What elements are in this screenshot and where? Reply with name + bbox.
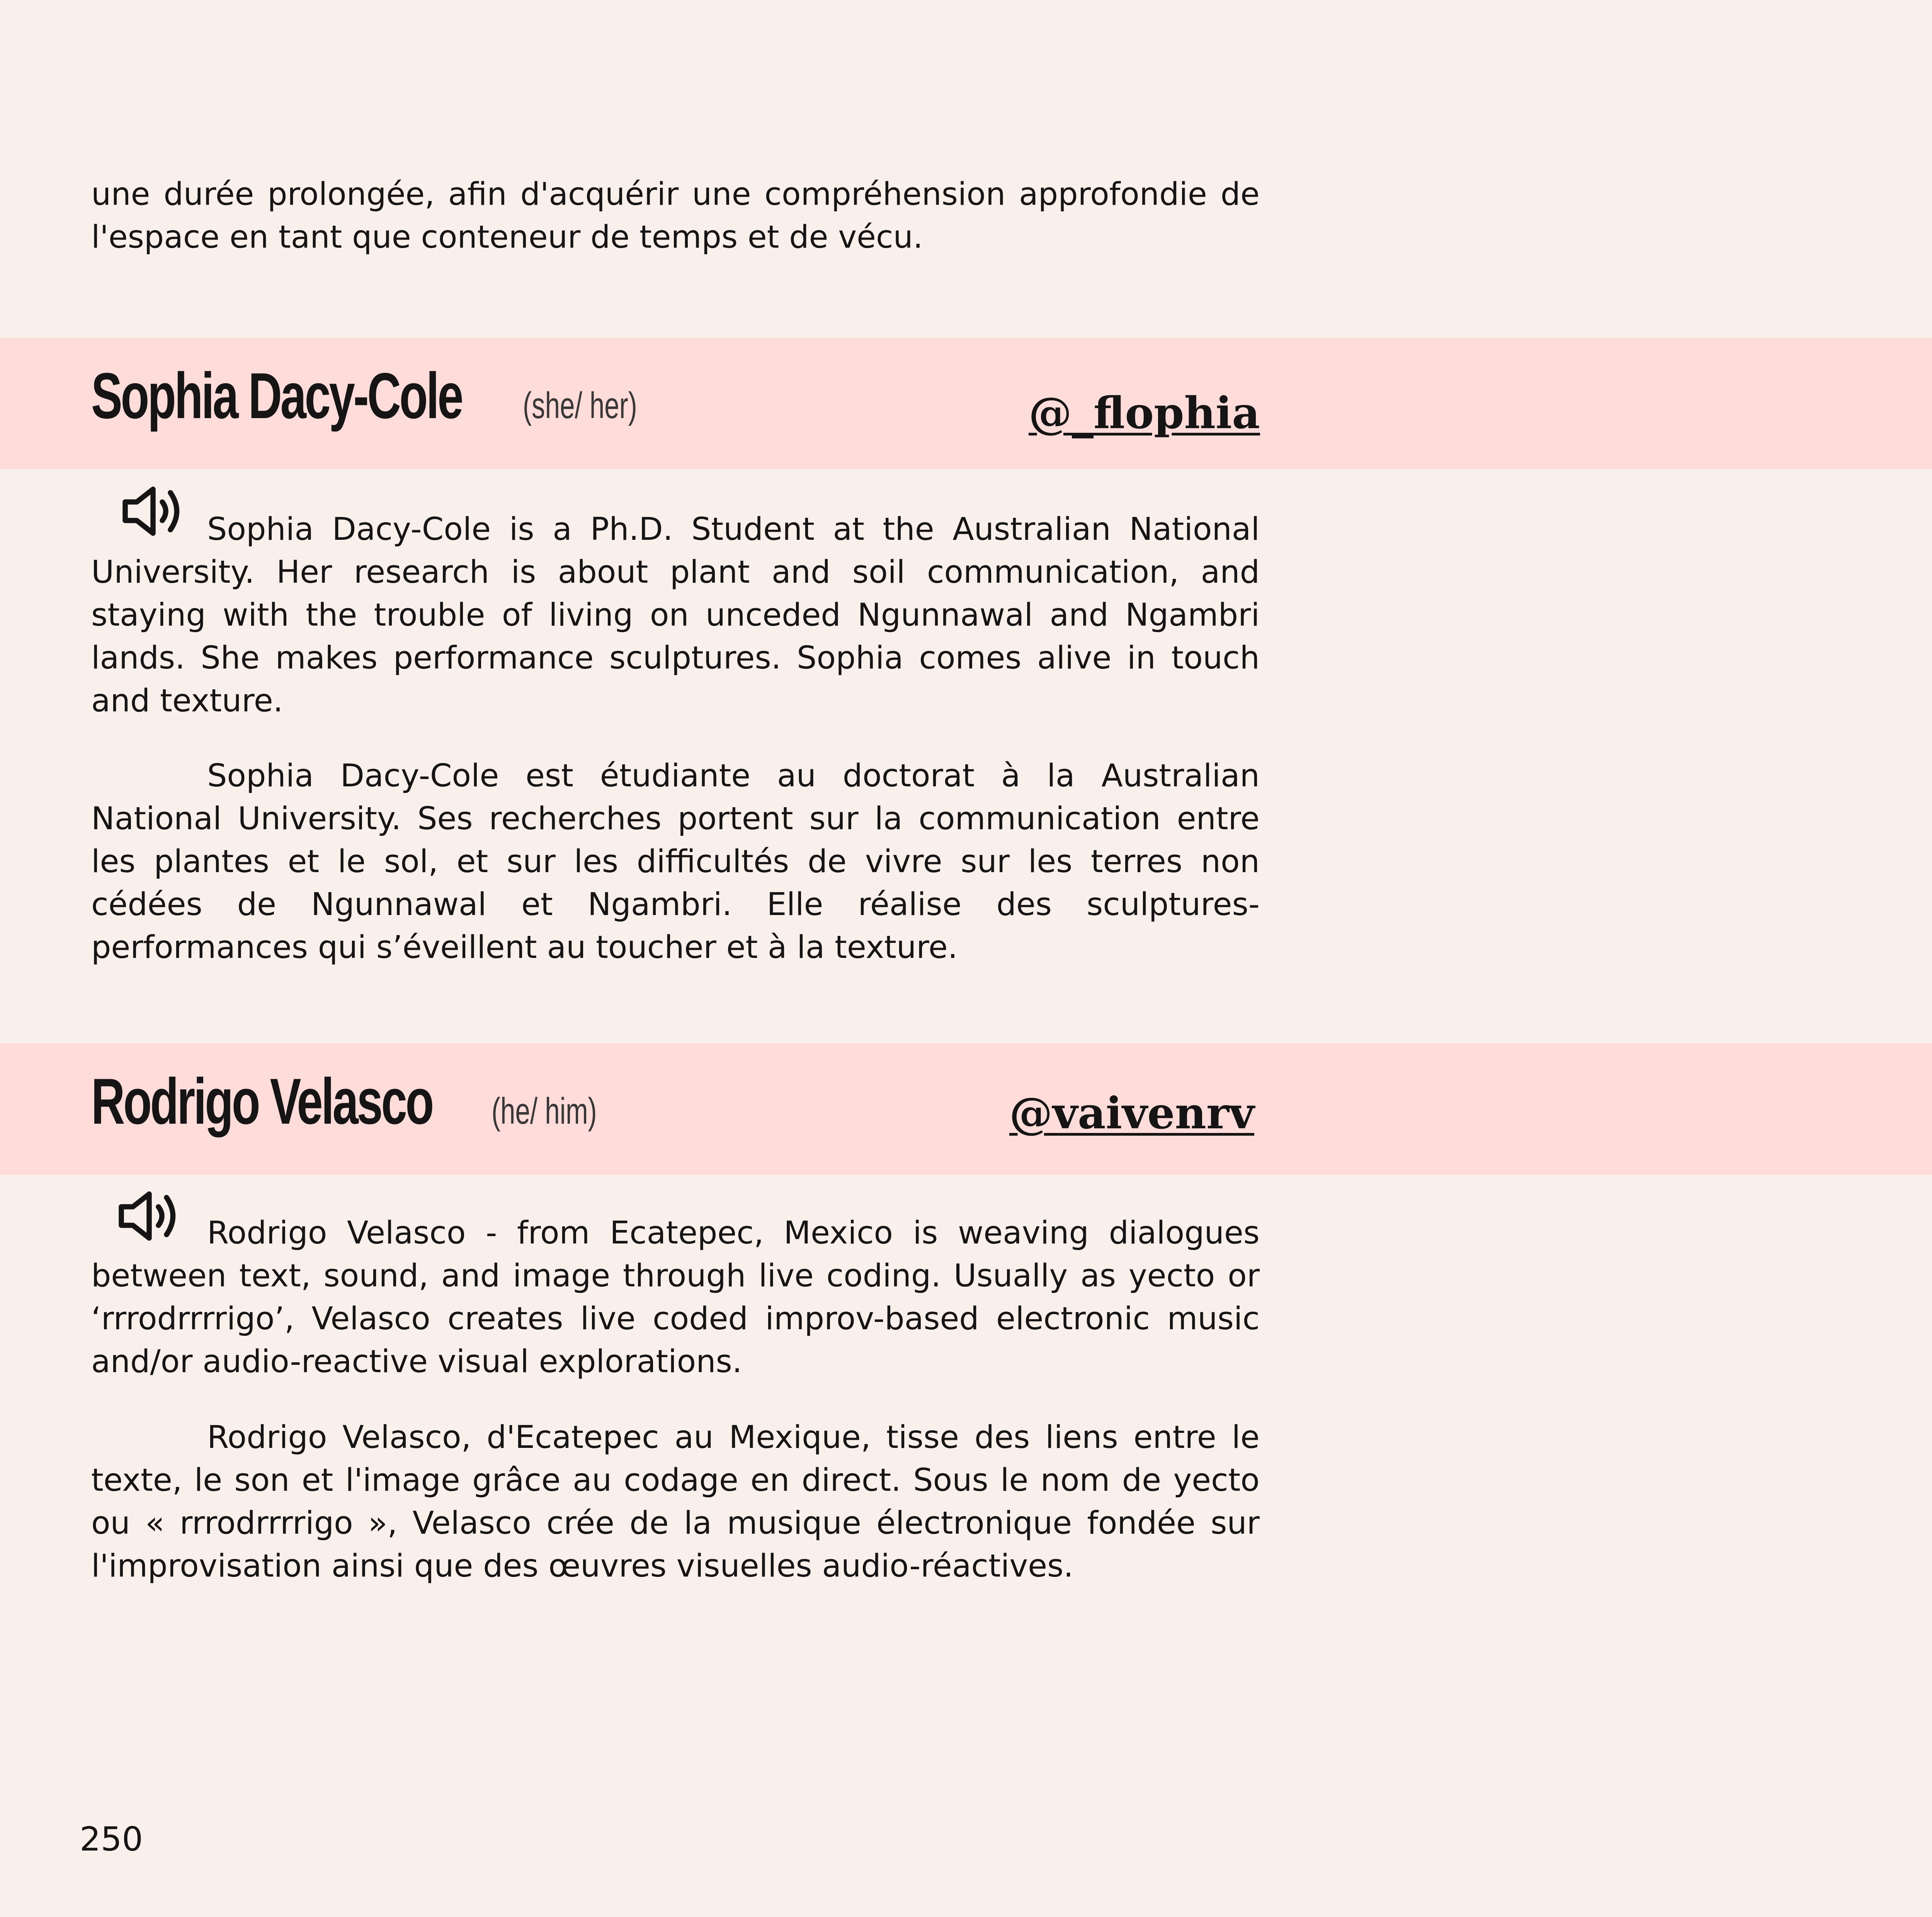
name-line-rodrigo: [91, 1064, 638, 1139]
social-handle-link[interactable]: @_flophia: [1029, 388, 1260, 439]
bio-french: Rodrigo Velasco, d'Ecatepec au Mexique, tisse des liens entre le texte, le son et l'image grâce au codage en direct. Sous le nom de yecto ou « rrrodrrrrigo », Velasco crée de la musique électronique fondée sur l'improvisation ainsi que des œuvres visuelles audio-réactives.: [91, 1419, 1260, 1584]
name-line-sophia: [91, 359, 682, 433]
bio-english: Rodrigo Velasco - from Ecatepec, Mexico is weaving dialogues between text, sound, and image through live coding. Usually as yecto or ‘rrrodrrrrigo’, Velasco creates live coded improv-based electronic music and/or audio-reactive visual explorations.: [91, 1215, 1260, 1380]
page-number-left: 250: [80, 1820, 143, 1859]
social-handle-link[interactable]: @vaivenrv: [1009, 1088, 1255, 1139]
pronouns: (he/ him): [492, 1090, 597, 1132]
bio-english: Sophia Dacy-Cole is a Ph.D. Student at the Australian National University. Her research is about plant and soil communication, and staying with the trouble of living on unceded Ngunnawal and Ngambri lands. She makes performance sculptures. Sophia comes alive in touch and texture.: [91, 511, 1260, 719]
intro-paragraph: une durée prolongée, afin d'acquérir une compréhension approfondie de l'espace en tant que conteneur de temps et de vécu.: [91, 176, 1260, 255]
person-name: Sophia Dacy-Cole: [91, 359, 462, 432]
person-name: Rodrigo Velasco: [91, 1065, 432, 1138]
bio-french: Sophia Dacy-Cole est étudiante au doctorat à la Australian National University. Ses recherches portent sur la communication entre les plantes et le sol, et sur les difficultés de vivre sur les terres non cédées de Ngunnawal et Ngambri. Elle réalise des sculptures-performances qui s’éveillent au toucher et à la texture.: [91, 758, 1260, 966]
pronouns: (she/ her): [523, 385, 638, 426]
